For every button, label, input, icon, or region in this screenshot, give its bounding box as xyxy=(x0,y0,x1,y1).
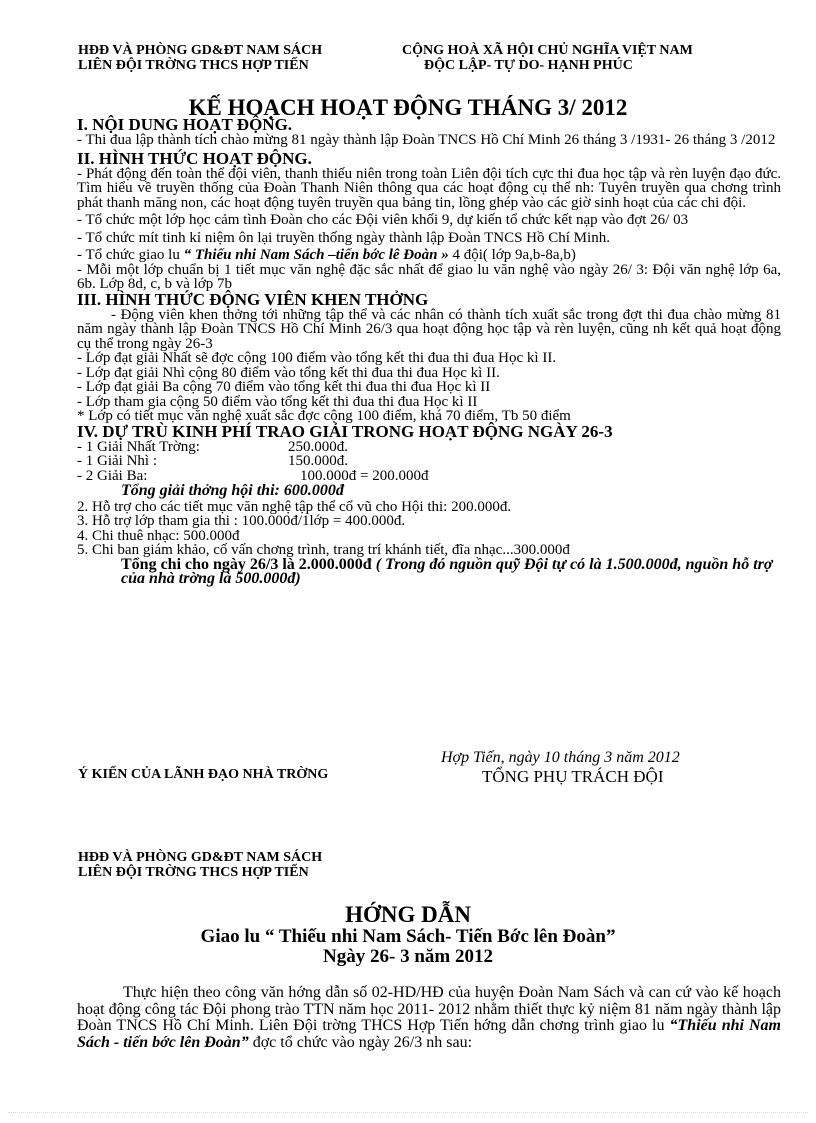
guide-date: Ngày 26- 3 năm 2012 xyxy=(323,946,493,967)
list-item: - Lớp đạt giải Nhất sẽ đợc cộng 100 điểm vào tổng kết thi đua thi đua Học kì II. xyxy=(77,350,557,366)
signer-title: TỔNG PHỤ TRÁCH ĐỘI xyxy=(482,767,664,786)
total-note: ( Trong đó nguồn quỹ Đội tự có là 1.500.000đ, nguồn hỗ trợ của nhà trờng là 500.000đ) xyxy=(121,555,773,587)
exchange-title: “ Thiếu nhi Nam Sách –tiến bớc lê Đoàn » xyxy=(183,247,449,263)
prize-label: - 1 Giải Nhất Trờng: xyxy=(77,438,200,455)
section2-heading: II. HÌNH THỨC HOẠT ĐỘNG. xyxy=(77,148,312,168)
section2-paragraph: - Phát động đến toàn thể đội viên, thanh thiếu niên trong toàn Liên đội tích cực thi đua học tập và rèn luyện đạo đức. Tìm hiểu về truyền thống của Đoàn Thanh Niên thông qua các hoạt động cụ thể nh: Tuyên truyền qua chơng trình phát thanh măng non, các hoạt động tuyên truyền qua bảng tin, lồng ghép vào các giờ sinh hoạt của các chi đội. xyxy=(77,165,781,211)
list-item: 2. Hỗ trợ cho các tiết mục văn nghệ tập thể cổ vũ cho Hội thi: 200.000đ. xyxy=(77,498,512,515)
prize-value: 250.000đ. xyxy=(288,438,348,455)
org-header-line2: LIÊN ĐỘI TRỜNG THCS HỢP TIẾN xyxy=(78,58,309,73)
guide-paragraph xyxy=(77,985,781,1051)
plan-body xyxy=(77,117,781,587)
exchange-text: - Tổ chức giao lu xyxy=(77,247,184,263)
section1-text: - Thi đua lập thành tích chào mừng 81 ngày thành lập Đoàn TNCS Hồ Chí Minh 26 tháng 3 /1931- 26 tháng 3 /2012 xyxy=(77,132,776,148)
prize-value: 150.000đ. xyxy=(288,453,348,469)
prize-list xyxy=(77,440,781,484)
org-header-line2: LIÊN ĐỘI TRỜNG THCS HỢP TIẾN xyxy=(78,865,309,880)
section4-heading: IV. DỰ TRÙ KINH PHÍ TRAO GIẢI TRONG HOẠT ĐỘNG NGÀY 26-3 xyxy=(77,421,613,441)
national-header-line2: ĐỘC LẬP- TỰ DO- HẠNH PHÚC xyxy=(424,58,633,73)
signature-date: Hợp Tiến, ngày 10 tháng 3 năm 2012 xyxy=(441,749,680,766)
total-expense xyxy=(77,555,781,587)
prize-row xyxy=(77,454,781,469)
org-header-line1: HĐĐ VÀ PHÒNG GD&ĐT NAM SÁCH xyxy=(78,43,323,58)
expense-list xyxy=(77,500,781,558)
list-item: 3. Hỗ trợ lớp tham gia thi : 100.000đ/1lớp = 400.000đ. xyxy=(77,513,406,529)
prize-row xyxy=(77,469,781,484)
national-header xyxy=(402,43,693,73)
prize-row xyxy=(77,440,781,455)
section2-paragraph: - Tổ chức một lớp học cảm tình Đoàn cho các Đội viên khối 9, dự kiến tổ chức kết nạp vào đợt 26/ 03 xyxy=(77,212,689,228)
list-item: - Lớp đạt giải Ba cộng 70 điểm vào tổng kết thi đua thi đua Học kì II xyxy=(77,379,491,395)
guide-event-title: “Thiếu nhi Nam Sách - tiến bớc lên Đoàn” xyxy=(77,1017,782,1051)
guide-title: HỚNG DẪN xyxy=(345,902,471,927)
guide-text: Thực hiện theo công văn hớng dẫn số 02-HD/HĐ của huyện Đoàn Nam Sách và can cứ vào kế hoạch hoạt động công tác Đội phong trào TTN năm học 2011- 2012 nhằm thiết thực kỷ niệm 81 năm ngày thành lập Đoàn TNCS Hồ Chí Minh. Liên Đội trờng THCS Hợp Tiến hớng dẫn chơng trình giao lu xyxy=(77,984,781,1034)
list-item: * Lớp có tiết mục văn nghệ xuất sắc đợc cộng 100 điểm, khá 70 điểm, Tb 50 điểm xyxy=(77,408,571,424)
page-divider xyxy=(8,1112,808,1113)
prize-label: - 2 Giải Ba: xyxy=(77,467,148,484)
guide-subtitle: Giao lu “ Thiếu nhi Nam Sách- Tiến Bớc lên Đoàn” xyxy=(200,926,616,947)
leadership-opinion: Ý KIẾN CỦA LÃNH ĐẠO NHÀ TRỜNG xyxy=(78,767,329,782)
section3-heading: III. HÌNH THỨC ĐỘNG VIÊN KHEN THỞNG xyxy=(77,289,429,309)
reward-list xyxy=(77,351,781,424)
prize-label: - 1 Giải Nhì : xyxy=(77,453,157,469)
section2-exchange-line xyxy=(77,248,781,263)
org-header-2 xyxy=(78,850,322,880)
prize-sum: Tổng giải thởng hội thi: 600.000đ xyxy=(121,482,344,499)
section1-heading: I. NỘI DUNG HOẠT ĐỘNG. xyxy=(77,115,293,134)
section2-paragraph: - Tổ chức mít tinh kỉ niệm ôn lại truyền thống ngày thành lập Đoàn TNCS Hồ Chí Minh. xyxy=(77,229,610,246)
section3-paragraph: - Động viên khen thởng tới những tập thể và các nhân có thành tích xuất sắc trong đợt thi đua chào mừng 81 năm ngày thành lập Đoàn TNCS Hồ Chí Minh 26/3 qua hoạt động học tập và rèn luyện, cũng nh kết quả hoạt động cụ thể trong ngày 26-3 xyxy=(77,306,781,352)
section2-paragraph: - Mỗi một lớp chuẩn bị 1 tiết mục văn nghệ đặc sắc nhất để giao lu văn nghệ vào ngày 26/ 3: Đội văn nghệ lớp 6a, 6b. Lớp 8d, c, b và lớp 7b xyxy=(77,261,781,292)
exchange-teams: 4 đội( lớp 9a,b-8a,b) xyxy=(448,247,576,263)
prize-value: 100.000đ = 200.000đ xyxy=(300,467,429,484)
org-header xyxy=(78,43,322,73)
plan-title: KẾ HOẠCH HOẠT ĐỘNG THÁNG 3/ 2012 xyxy=(188,95,628,120)
guide-text-end: đợc tổ chức vào ngày 26/3 nh sau: xyxy=(248,1033,473,1051)
list-item: 5. Chi ban giám khảo, cố vấn chơng trình, trang trí khánh tiết, đĩa nhạc...300.000đ xyxy=(77,542,570,558)
list-item: - Lớp tham gia cộng 50 điểm vào tổng kết thi đua thi đua Học kì II xyxy=(77,393,478,410)
list-item: 4. Chi thuê nhạc: 500.000đ xyxy=(77,527,240,544)
list-item: - Lớp đạt giải Nhì cộng 80 điểm vào tổng kết thi đua thi đua Học kì II. xyxy=(77,364,500,381)
national-header-line1: CỘNG HOÀ XÃ HỘI CHỦ NGHĨA VIỆT NAM xyxy=(402,43,693,58)
org-header-line1: HĐĐ VÀ PHÒNG GD&ĐT NAM SÁCH xyxy=(78,850,323,865)
total-amount: Tổng chi cho ngày 26/3 là 2.000.000đ xyxy=(121,555,372,573)
